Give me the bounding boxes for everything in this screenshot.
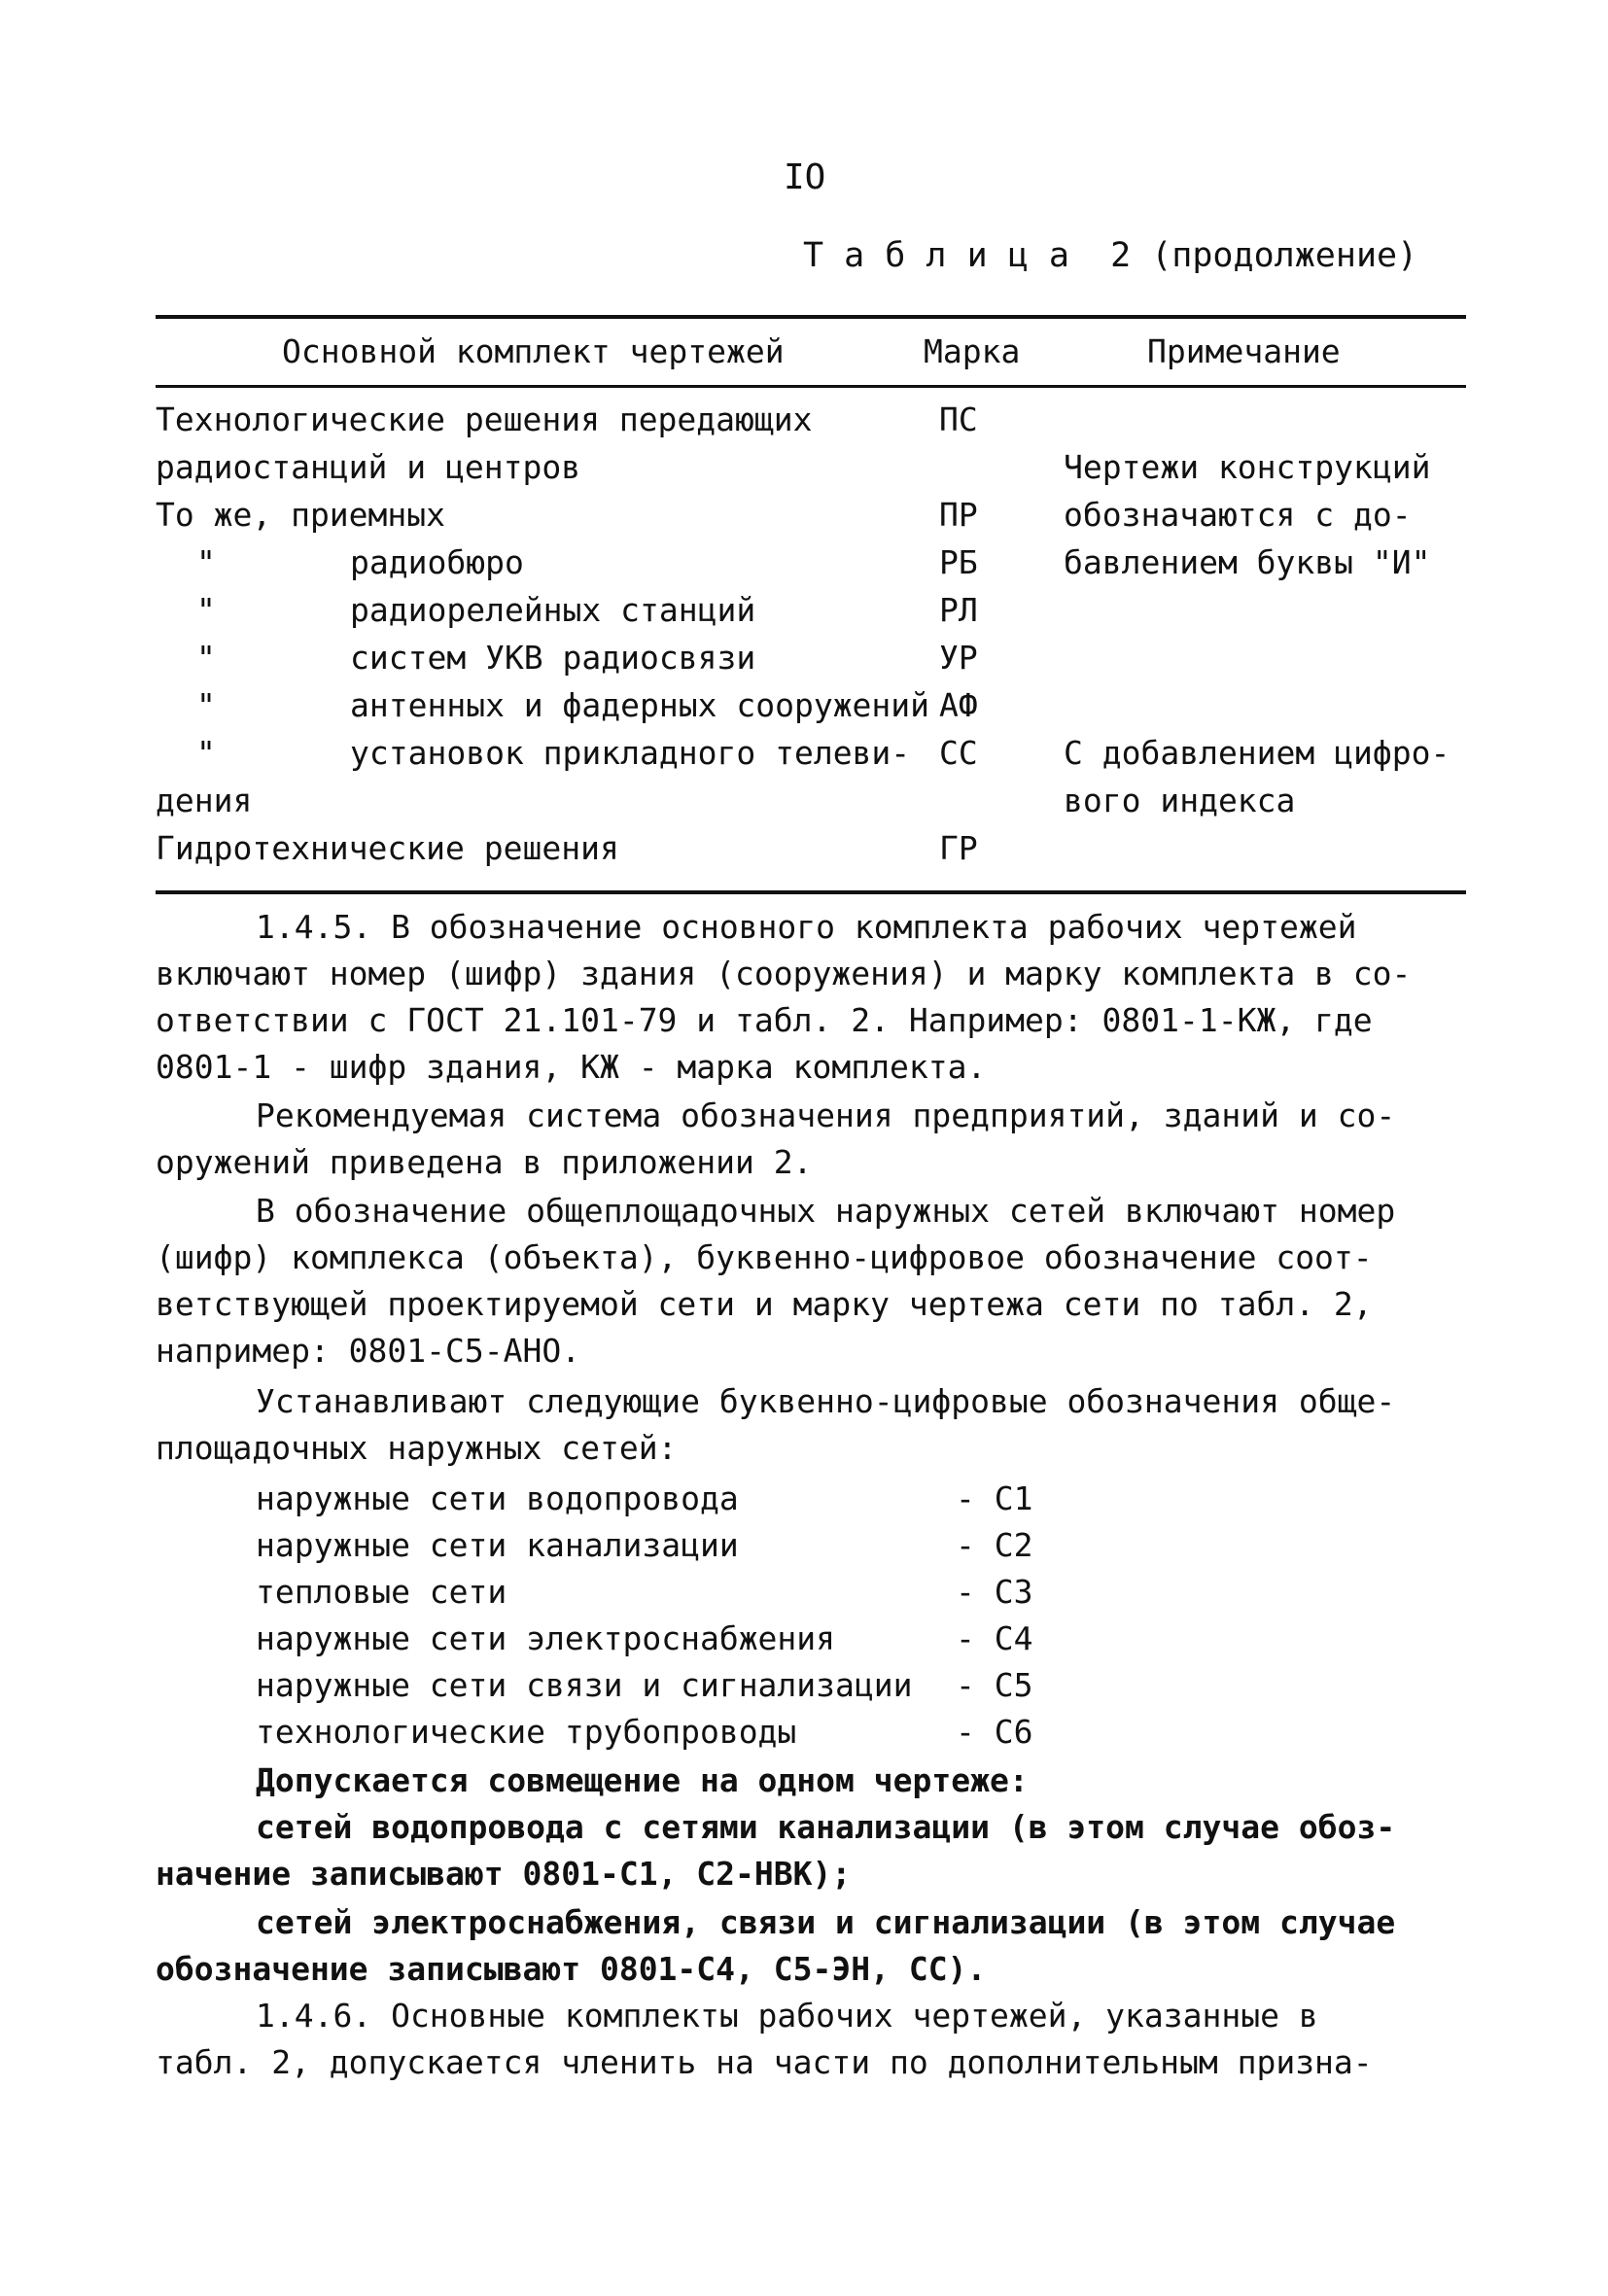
header-mark: Марка <box>924 332 1021 370</box>
table-row <box>156 825 1466 872</box>
network-code: - С1 <box>956 1479 1033 1517</box>
text-line: табл. 2, допускается членить на части по дополнительным призна- <box>156 2043 1373 2081</box>
cell-mark: АФ <box>939 686 978 724</box>
list-item <box>256 1476 1053 1522</box>
table-header-rule <box>156 385 1466 388</box>
cell-mark: СС <box>939 734 978 772</box>
cell-drawing-set: радиостанций и центров <box>156 448 581 486</box>
cell-mark: ПС <box>939 400 978 438</box>
cell-drawing-set: радиобюро <box>350 543 524 581</box>
network-label: технологические трубопроводы <box>256 1713 797 1751</box>
cell-drawing-set: установок прикладного телеви- <box>350 734 911 772</box>
text-line: оружений приведена в приложении 2. <box>156 1143 813 1181</box>
network-label: наружные сети связи и сигнализации <box>256 1666 913 1704</box>
ditto-mark: " <box>196 639 216 677</box>
cell-mark: УР <box>939 639 978 677</box>
network-label: тепловые сети <box>256 1573 507 1611</box>
list-item <box>256 1616 1053 1662</box>
table-row <box>156 635 1466 681</box>
cell-mark: ГР <box>939 829 978 867</box>
text-line: ответствии с ГОСТ 21.101-79 и табл. 2. Например: 0801-1-КЖ, где <box>156 1001 1373 1039</box>
table-top-rule <box>156 315 1466 319</box>
cell-mark: ПР <box>939 496 978 534</box>
list-item <box>256 1709 1053 1756</box>
table-row <box>156 682 1466 729</box>
text-line: ветствующей проектируемой сети и марку чертежа сети по табл. 2, <box>156 1285 1373 1323</box>
network-label: наружные сети водопровода <box>256 1479 739 1517</box>
cell-drawing-set: антенных и фадерных сооружений <box>350 686 930 724</box>
table-row <box>156 539 1466 586</box>
text-line: Рекомендуемая система обозначения предприятий, зданий и со- <box>256 1096 1396 1134</box>
table-row <box>156 730 1466 777</box>
table-row <box>156 587 1466 634</box>
cell-note: Чертежи конструкций <box>1064 448 1431 486</box>
cell-drawing-set: дения <box>156 782 253 819</box>
cell-note: обозначаются с до- <box>1064 496 1412 534</box>
header-note: Примечание <box>1147 332 1341 370</box>
network-code: - С6 <box>956 1713 1033 1751</box>
page-number: IO <box>784 157 826 197</box>
table-row <box>156 492 1466 539</box>
cell-mark: РЛ <box>939 591 978 629</box>
ditto-mark: " <box>196 686 216 724</box>
cell-drawing-set: радиорелейных станций <box>350 591 756 629</box>
cell-mark: РБ <box>939 543 978 581</box>
network-code: - С2 <box>956 1526 1033 1564</box>
list-item <box>256 1662 1053 1709</box>
text-line: обозначение записывают 0801-С4, С5-ЭН, СС). <box>156 1950 987 1988</box>
ditto-mark: " <box>196 591 216 629</box>
text-line: 0801-1 - шифр здания, КЖ - марка комплекта. <box>156 1048 987 1086</box>
cell-drawing-set: То же, приемных <box>156 496 446 534</box>
ditto-mark: " <box>196 543 216 581</box>
network-code: - С4 <box>956 1619 1033 1657</box>
table-caption: Т а б л и ц а 2 (продолжение) <box>803 236 1418 275</box>
cell-drawing-set: Технологические решения передающих <box>156 400 813 438</box>
network-label: наружные сети канализации <box>256 1526 739 1564</box>
text-line: В обозначение общеплощадочных наружных сетей включают номер <box>256 1192 1396 1230</box>
list-item <box>256 1569 1053 1616</box>
network-label: наружные сети электроснабжения <box>256 1619 836 1657</box>
table-row <box>156 778 1466 824</box>
text-line: площадочных наружных сетей: <box>156 1429 678 1467</box>
network-code: - С5 <box>956 1666 1033 1704</box>
allowed-heading: Допускается совмещение на одном чертеже: <box>256 1761 1029 1799</box>
ditto-mark: " <box>196 734 216 772</box>
cell-note: бавлением буквы "И" <box>1064 543 1431 581</box>
text-line: сетей водопровода с сетями канализации (в этом случае обоз- <box>256 1808 1396 1846</box>
table-bottom-rule <box>156 890 1466 894</box>
text-line: 1.4.5. В обозначение основного комплекта рабочих чертежей <box>256 908 1357 946</box>
text-line: сетей электроснабжения, связи и сигнализации (в этом случае <box>256 1903 1396 1941</box>
text-line: 1.4.6. Основные комплекты рабочих чертежей, указанные в <box>256 1997 1318 2035</box>
text-line: включают номер (шифр) здания (сооружения) и марку комплекта в со- <box>156 955 1412 992</box>
cell-note: вого индекса <box>1064 782 1296 819</box>
table-row <box>156 397 1466 443</box>
header-drawings: Основной комплект чертежей <box>282 332 785 370</box>
list-item <box>256 1522 1053 1569</box>
cell-drawing-set: Гидротехнические решения <box>156 829 619 867</box>
text-line: начение записывают 0801-С1, С2-НВК); <box>156 1855 852 1893</box>
text-line: (шифр) комплекса (объекта), буквенно-цифровое обозначение соот- <box>156 1238 1373 1276</box>
network-code: - С3 <box>956 1573 1033 1611</box>
table-row <box>156 444 1466 491</box>
text-line: например: 0801-С5-АНО. <box>156 1332 581 1370</box>
cell-drawing-set: систем УКВ радиосвязи <box>350 639 756 677</box>
text-line: Устанавливают следующие буквенно-цифровые обозначения обще- <box>256 1382 1396 1420</box>
cell-note: С добавлением цифро- <box>1064 734 1451 772</box>
